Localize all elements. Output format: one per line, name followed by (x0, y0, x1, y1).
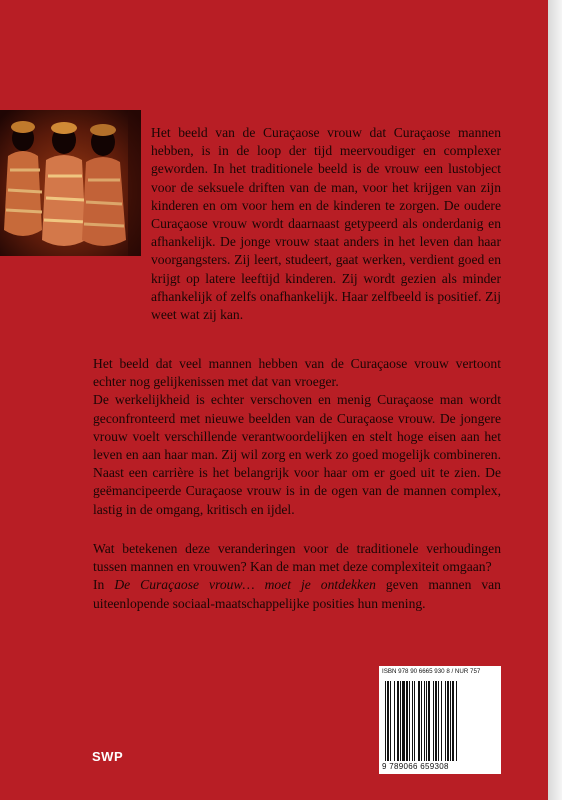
barcode-digits: 9 789066 659308 (382, 762, 449, 771)
photo-illustration (0, 110, 141, 256)
paragraph-question-text: Wat betekenen deze veranderingen voor de traditionele verhoudingen tussen mannen en vrouwen? Kan de man met deze complexiteit omgaan? (93, 541, 501, 575)
paragraph-reality-text: De werkelijkheid is echter verschoven en menig Curaçaose man wordt geconfronteerd met nieuwe beelden van de Curaçaose vrouw. De jongere vrouw voelt verschillende verantwoordelijken en stelt hoge eisen aan het leven en aan haar man. Zij wil zorg en werk zo goed mogelijk combineren. Naast een carrière is het belangrijk voor haar om er goed uit te zien. De geëmancipeerde Curaçaose vrouw is in de ogen van de mannen complex, lastig in de omgang, kritisch en ijdel. (93, 392, 501, 517)
paragraph-men-view-text: Het beeld dat veel mannen hebben van de Curaçaose vrouw vertoont echter nog gelijkenissen met dat van vroeger. (93, 356, 501, 390)
paragraph-intro (151, 124, 501, 324)
publisher-logo: SWP (92, 749, 124, 764)
barcode-label (379, 666, 501, 774)
paragraph-intro-text: Het beeld van de Curaçaose vrouw dat Curaçaose mannen hebben, is in de loop der tijd meervoudiger en complexer geworden. In het traditionele beeld is de vrouw een lustobject voor de seksuele driften van de man, voor het krijgen van zijn kinderen en om voor hem en de kinderen te zorgen. De oudere Curaçaose vrouw wordt daarnaast getypeerd als onderdanig en afhankelijk. De jonge vrouw staat anders in het leven dan haar voorgangsters. Zij leert, studeert, gaat werken, verdient goed en krijgt op latere leeftijd kinderen. Zij wordt gezien als minder afhankelijk of zelfs onafhankelijk. Haar zelfbeeld is positief. Zij weet wat zij kan. (151, 125, 501, 323)
paragraph-question (93, 540, 501, 613)
isbn-text: ISBN 978 90 6665 930 8 / NUR 757 (382, 668, 481, 675)
book-title: De Curaçaose vrouw… moet je ontdekken (114, 577, 376, 593)
paragraph-men-view (93, 355, 501, 519)
cover-photo-three-women (0, 110, 141, 256)
book-mention-suffix: geven mannen van uiteenlopende sociaal-maatschappelijke posities hun mening. (93, 577, 501, 611)
paragraph-book-mention (93, 576, 501, 612)
page-edge (548, 0, 562, 800)
book-mention-prefix: In (93, 577, 115, 593)
barcode-icon (385, 681, 495, 761)
